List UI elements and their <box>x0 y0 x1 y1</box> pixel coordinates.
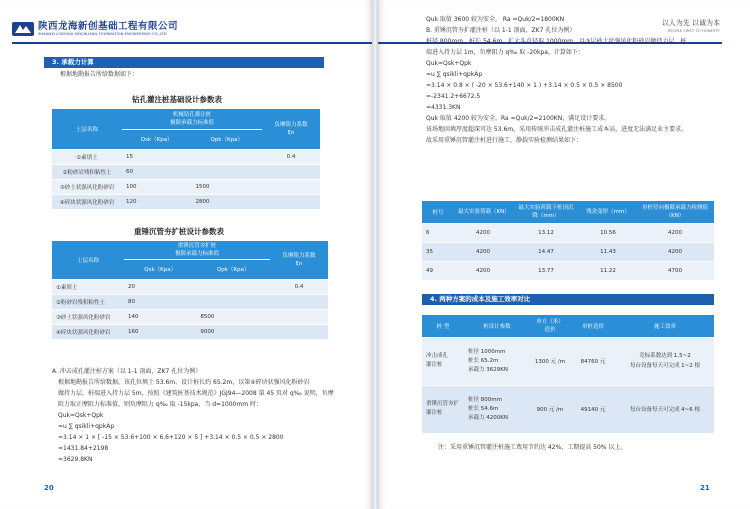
table-cell: 15 <box>122 149 191 164</box>
table-cell: 8500 <box>196 309 270 324</box>
table-cell: 11.43 <box>580 242 636 261</box>
table-cell <box>270 324 328 339</box>
table-header-soil: 土层名称 <box>52 241 124 279</box>
table-cell: 4700 <box>636 261 714 280</box>
calc-line: =-2341.2+6672.5 <box>426 93 481 100</box>
table-header-coef: 负摩阻力系数 ξn <box>270 241 328 279</box>
logo-english-name: SHAANXI LONGHAI XINCHUANG FOUNDATION ENGINEERING CO.,LTD <box>38 32 167 36</box>
table-cell: 4200 <box>454 261 512 280</box>
table-row <box>422 242 714 261</box>
table-cell: 4200 <box>454 223 512 242</box>
calc-line: A. 冲击成孔灌注桩方案（以 1-1 剖面，ZK7 孔位为例） <box>52 368 202 375</box>
table-cell: 11.22 <box>580 261 636 280</box>
table-cell: 100 <box>122 179 191 194</box>
table-row <box>52 164 320 179</box>
table-row <box>52 194 320 209</box>
table-cell: 140 <box>124 309 196 324</box>
table-cell: 0.4 <box>270 279 328 294</box>
table-cell: 4200 <box>636 223 714 242</box>
table-cell: 1300 元 /m <box>530 337 570 385</box>
calc-line: 做持力层，桩端进入持力层 5m，按照《建筑桩基技术规范》JGJ94—2008 第 45 页对 q‰ 说明，负摩 <box>58 390 334 397</box>
table-cell <box>262 194 320 209</box>
calc-line: =3.14 × 0.8 × ( -20 × 53.6+140 × 1 ) +3.14 × 0.5 × 0.5 × 8500 <box>426 82 623 89</box>
table-cell: 冲击成孔 灌注桩 <box>422 337 464 385</box>
table-cell: 35 <box>422 242 454 261</box>
table-header-qpk: Qpk（Kpa） <box>196 259 270 279</box>
table-cell: 20 <box>124 279 196 294</box>
table-row <box>422 261 714 280</box>
slogan-chinese: 以人为先 以诚为本 <box>661 19 720 27</box>
calc-line: 阻力取正摩阻力标准值，则负摩阻力 q‰ 取 -15kpa，当 d=1000mm 时： <box>58 401 262 408</box>
table-cell <box>270 309 328 324</box>
table-cell: 84760 元 <box>570 337 616 385</box>
table-cell <box>270 294 328 309</box>
calc-line: =1431.84+2198 <box>58 445 109 452</box>
table-cell: ②粉砂岩残积粘性土 <box>52 164 122 179</box>
table-header-coef: 负摩阻力系数 ξn <box>262 109 320 149</box>
table-cell: ①素填土 <box>52 149 122 164</box>
table-cell: 49 <box>422 261 454 280</box>
table-cell <box>262 164 320 179</box>
table-header-qsk: Qsk（Kpa） <box>122 129 191 149</box>
table-cell: 每台设备每天可完成 4~6 根 <box>616 385 714 433</box>
table-cell <box>262 179 320 194</box>
table-header: 最大实验荷载（KN） <box>454 201 512 223</box>
table-row <box>52 149 320 164</box>
table-header-qsk: Qsk（Kpa） <box>124 259 196 279</box>
table-header: 桩 型 <box>422 315 464 337</box>
calc-line: =3629.8KN <box>58 456 93 463</box>
calc-line: 桩径 800mm，桩长 54.6m，扩大头直径取 1000mm，以③层砂土状强风化粉砂岩做持力层，桩 <box>426 38 687 45</box>
table-header-soil: 土层名称 <box>52 109 122 149</box>
table-cell: ③砂土状强风化粉砂岩 <box>52 179 122 194</box>
table-cell: ③砂土状强风化粉砂岩 <box>52 309 124 324</box>
table-cell: 0.4 <box>262 149 320 164</box>
calc-line: =3.14 × 1 × [ -15 × 53.6+100 × 6.6+120 × 5 ] +3.14 × 0.5 × 0.5 × 2800 <box>58 434 284 441</box>
table-cell: 4200 <box>454 242 512 261</box>
table-header-group: 重锤沉管夯扩桩 极限承载力标准值 <box>124 241 270 259</box>
table-cell: 2800 <box>191 194 262 209</box>
table-cell: ①素填土 <box>52 279 124 294</box>
calc-line: B. 重锤沉管夯扩灌注桩（以 1-1 剖面，ZK7 孔位为例） <box>426 27 576 34</box>
table-header-group: 机械钻孔灌注桩 极限承载力标准值 <box>122 109 262 129</box>
calc-line: 该场地回填厚度超深可达 53.6m，采用传统冲击成孔灌注桩施工成本高，进度无法满足业主要求， <box>426 126 688 133</box>
table-cell: 13.12 <box>512 223 580 242</box>
table-cell <box>191 149 262 164</box>
tamped-pile-param-table <box>52 241 328 340</box>
table-header: 桩设计参数 <box>464 315 530 337</box>
table-row <box>422 385 714 433</box>
table-header: 最大实验荷载下桩顶沉降（mm） <box>512 201 580 223</box>
table-cell: ④碎块状强风化粉砂岩 <box>52 324 124 339</box>
footnote: 注：采用重锤沉管灌注桩施工费用节约达 42%，工期提高 50% 以上。 <box>438 444 627 451</box>
table-cell: 1500 <box>191 179 262 194</box>
page-number-right: 21 <box>700 484 710 492</box>
table-cell: 重锤沉管夯扩 灌注桩 <box>422 385 464 433</box>
table-cell: 4200 <box>636 242 714 261</box>
calc-line: 端进入持力层 1m，负摩阻力 q‰ 取 -20kpa，计算如下： <box>426 49 584 56</box>
table-cell: 10.56 <box>580 223 636 242</box>
table-cell: 49140 元 <box>570 385 616 433</box>
intro-text: 根据地勘报告所给数据如下： <box>60 71 139 78</box>
left-page <box>0 0 372 509</box>
table-cell <box>196 279 270 294</box>
table-cell: 60 <box>122 164 191 179</box>
table-cell: 桩径 1000mm 桩长 65.2m 承载力 3629KN <box>464 337 530 385</box>
calc-line: Quk=Qsk+Qpk <box>58 412 104 419</box>
table-cell: 120 <box>122 194 191 209</box>
load-test-result-table <box>422 201 714 281</box>
calc-line: =u ∑ qsikli+qpkAp <box>426 71 483 78</box>
table-cell: 160 <box>124 324 196 339</box>
table-cell: 14.47 <box>512 242 580 261</box>
table-row <box>52 324 328 339</box>
right-page <box>378 0 750 509</box>
table-header: 单桩竖向极限承载力检测值（KN） <box>636 201 714 223</box>
table-header: 残余变形（mm） <box>580 201 636 223</box>
calc-line: =4331.3KN <box>426 104 461 111</box>
table-header: 施工效率 <box>616 315 714 337</box>
calc-line: Quk 取值 3600 较为安全。 Ra =Quk/2=1800KN <box>426 16 565 23</box>
table-cell: 13.77 <box>512 261 580 280</box>
table-row <box>52 294 328 309</box>
table-cell: 9000 <box>196 324 270 339</box>
calc-line: Quk 取值 4200 较为安全。Ra =Quk/2=2100KN，满足设计要求。 <box>426 115 611 122</box>
table-row <box>52 309 328 324</box>
cost-efficiency-table <box>422 315 714 434</box>
table-cell: 900 元 /m <box>530 385 570 433</box>
calc-line: Quk=Qsk+Qpk <box>426 60 472 67</box>
table-header-qpk: Qpk（Kpa） <box>191 129 262 149</box>
slogan-english: PEOPLE FIRST TO HONESTY <box>667 28 720 33</box>
calc-line: 根据地勘报告所给数据，该孔位填土 53.6m，设计桩长约 65.2m，以第④碎块状强风化粉砂岩 <box>58 379 310 386</box>
table-cell <box>196 294 270 309</box>
table-row <box>52 279 328 294</box>
table-row <box>422 223 714 242</box>
table-header: 单桩造价 <box>570 315 616 337</box>
table-row <box>422 337 714 385</box>
table2-title: 重锤沉管夯扩桩设计参数表 <box>134 227 224 236</box>
table-cell: ②粉砂岩残积粘性土 <box>52 294 124 309</box>
header-rule <box>12 42 372 44</box>
table-cell: 桩径 800mm 桩长 54.6m 承载力 4200KN <box>464 385 530 433</box>
table-cell: 6 <box>422 223 454 242</box>
slogan <box>662 18 720 33</box>
page-number-left: 20 <box>44 484 54 492</box>
table-cell <box>191 164 262 179</box>
table-cell: 80 <box>124 294 196 309</box>
section-title-bar: 3. 承载力计算 <box>44 57 324 68</box>
table1-title: 钻孔灌注桩基础设计参数表 <box>132 95 222 104</box>
calc-line: =u ∑ qsikli+qpkAp <box>58 423 115 430</box>
section-title-bar: 4. 两种方案的成本及施工效率对比 <box>422 294 714 305</box>
calc-line: 故采用重锤沉管灌注桩进行施工，静载实验检测结果如下： <box>426 137 583 144</box>
company-logo <box>12 18 212 40</box>
table-row <box>52 179 320 194</box>
drilled-pile-param-table <box>52 109 320 210</box>
table-cell: 竞标系数达到 1.5~2 每台设备每天可完成 1~2 根 <box>616 337 714 385</box>
table-header: 桩号 <box>422 201 454 223</box>
table-cell: ④碎块状强风化粉砂岩 <box>52 194 122 209</box>
table-header: 单方（米）造价 <box>530 315 570 337</box>
logo-chinese-name: 陕西龙海新创基础工程有限公司 <box>38 21 179 32</box>
company-logo-icon <box>12 20 34 38</box>
